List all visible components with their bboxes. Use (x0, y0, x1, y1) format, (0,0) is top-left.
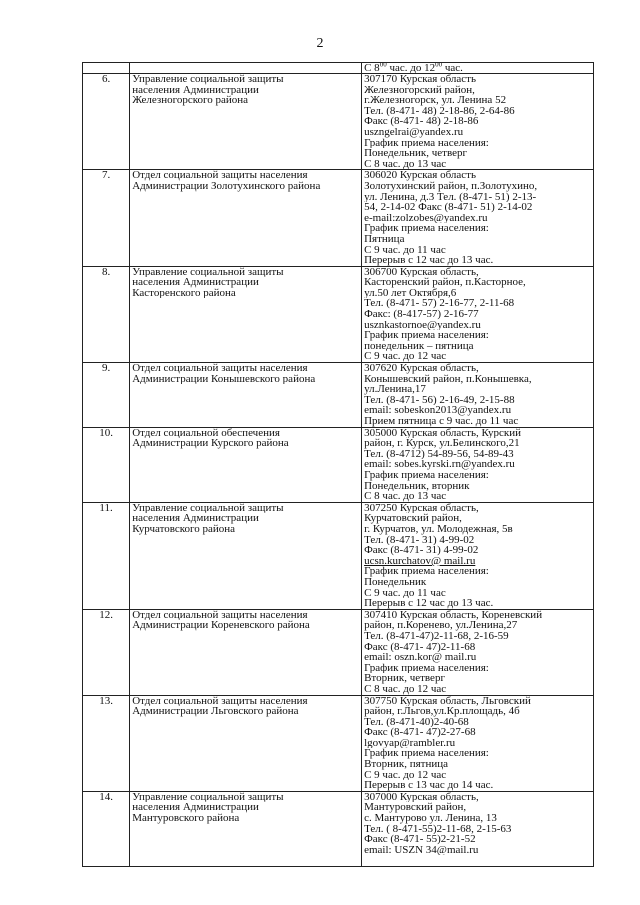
organization-cell (130, 74, 362, 170)
contact-line: Тел. (8-471-40)2-40-68 (364, 716, 469, 728)
contact-line: С 8 час. до 12 час (364, 683, 447, 695)
row-number: 14. (99, 790, 113, 803)
email-line: email: sobeskon2013@yandex.ru (364, 405, 512, 416)
organization-cell (130, 63, 362, 74)
contact-line: Тел. (8-4712) 54-89-56, 54-89-43 (364, 448, 514, 460)
organization-cell (130, 170, 362, 266)
email-line: email: USZN 34@mail.ru (364, 844, 479, 856)
organization-name-line: населения Администрации (132, 802, 259, 814)
organization-name-line: населения Администрации (132, 84, 259, 96)
organization-name-line: Администрации Кореневского района (132, 620, 310, 631)
organization-name-line: Управление социальной защиты (132, 266, 284, 278)
contact-line: С 9 час. до 11 час (364, 587, 446, 599)
contact-info-cell (362, 791, 594, 866)
row-number-cell (83, 609, 130, 695)
contact-line: 307410 Курская область, Кореневский (364, 609, 543, 621)
contact-line: С 9 час. до 12 час (364, 769, 447, 781)
contact-line: Тел. (8-471- 31) 4-99-02 (364, 534, 475, 546)
organization-name-line: Железногорского района (132, 95, 249, 106)
row-number-cell (83, 791, 130, 866)
row-number-cell (83, 427, 130, 502)
organization-name-line: Отдел социальной обеспечения (132, 427, 280, 439)
contact-line: Тел. ( 8-471-55)2-11-68, 2-15-63 (364, 823, 512, 835)
organization-name-line: Отдел социальной защиты населения (132, 695, 308, 707)
organization-name-line: Отдел социальной защиты населения (132, 609, 308, 621)
table-row (83, 609, 594, 695)
contact-info-cell (362, 695, 594, 791)
row-number: 10. (99, 426, 113, 439)
contact-line: С 9 час. до 11 час (364, 244, 446, 256)
contact-line: Тел. (8-471- 57) 2-16-77, 2-11-68 (364, 298, 515, 310)
contact-line: г.Железногорск, ул. Ленина 52 (364, 95, 507, 106)
contact-line: с. Мантурово ул. Ленина, 13 (364, 813, 497, 824)
organization-name-line: Отдел социальной защиты населения (132, 170, 308, 181)
contact-line: Факс (8-471- 48) 2-18-86 (364, 116, 479, 127)
email-line: email: oszn.kor@ mail.ru (364, 652, 477, 663)
contact-line: ул.Ленина,17 (364, 384, 426, 395)
table-row (83, 791, 594, 866)
schedule-line: С $8^{00}$ час. до $12^{00}$ час. (364, 63, 463, 73)
contact-line: район, г. Курск, ул.Белинского,21 (364, 438, 520, 449)
row-number-cell (83, 266, 130, 362)
contact-line: ул. Ленина, д.3 Тел. (8-471- 51) 2-13- (364, 191, 537, 203)
contact-line: Перерыв с 13 час до 14 час. (364, 780, 494, 791)
contact-line: 307000 Курская область, (364, 791, 479, 803)
contact-line: 306020 Курская область (364, 170, 477, 181)
row-number: 11. (99, 501, 113, 514)
organization-cell (130, 791, 362, 866)
organization-name-line: Администрации Золотухинского района (132, 180, 321, 192)
organization-name-line: Администрации Льговского района (132, 706, 299, 717)
contact-line: Пятница (364, 233, 405, 245)
contact-line: Тел. (8-471- 56) 2-16-49, 2-15-88 (364, 394, 515, 406)
contact-line: Золотухинский район, п.Золотухино, (364, 180, 538, 192)
row-number-cell (83, 363, 130, 428)
contact-line: Факс: (8-417-57) 2-16-77 (364, 309, 479, 320)
row-number: 8. (101, 265, 111, 278)
organization-cell (130, 363, 362, 428)
organization-name-line: Управление социальной защиты (132, 791, 284, 803)
organization-cell (130, 695, 362, 791)
email-line: lgovyap@rambler.ru (364, 737, 456, 749)
contact-line: С 8 час. до 13 час (364, 491, 447, 502)
organization-name-line: населения Администрации (132, 513, 259, 524)
contact-line: Прием пятница с 9 час. до 11 час (364, 416, 519, 427)
contact-line: График приема населения: (364, 566, 489, 577)
organization-cell (130, 609, 362, 695)
organization-cell (130, 502, 362, 609)
row-number: 13. (99, 694, 113, 707)
contact-line: 307250 Курская область, (364, 502, 479, 514)
contact-line: График приема населения: (364, 748, 489, 760)
contact-line: Факс (8-471- 31) 4-99-02 (364, 545, 479, 556)
contact-line: Факс (8-471- 47)2-27-68 (364, 727, 476, 738)
row-number: 7. (101, 169, 111, 182)
organization-name-line: Управление социальной защиты (132, 502, 284, 514)
contact-line: Мантуровский район, (364, 802, 467, 814)
page-number: 2 (316, 36, 324, 51)
row-number: 12. (99, 608, 113, 621)
email-line: uszngelrai@yandex.ru (364, 126, 464, 138)
contact-line: 307750 Курская область, Льговский (364, 695, 531, 707)
contact-info-cell (362, 363, 594, 428)
contacts-table (82, 62, 594, 867)
contact-info-cell (362, 170, 594, 266)
contact-line: район, г.Льгов,ул.Кр.площадь, 4б (364, 706, 520, 717)
contact-line: Курчатовский район, (364, 513, 462, 524)
contact-line: район, п.Коренево, ул.Ленина,27 (364, 620, 518, 631)
contact-line: Факс (8-471- 47)2-11-68 (364, 641, 476, 653)
contact-line: ул.50 лет Октября,6 (364, 287, 457, 299)
contact-line: График приема населения: (364, 662, 489, 674)
contact-line: График приема населения: (364, 137, 489, 149)
contact-line: Конышевский район, п.Конышевка, (364, 373, 532, 385)
contact-info-cell (362, 427, 594, 502)
contact-line: 307620 Курская область, (364, 363, 479, 374)
row-number-cell (83, 74, 130, 170)
contact-info-cell (362, 266, 594, 362)
organization-name-line: Управление социальной защиты (132, 74, 284, 85)
contact-info-cell (362, 502, 594, 609)
contact-line: График приема населения: (364, 469, 489, 481)
organization-name-line: Администрации Конышевского района (132, 373, 316, 385)
contact-line: Вторник, четверг (364, 673, 445, 684)
contact-info-cell (362, 63, 594, 74)
contact-line: График приема населения: (364, 330, 489, 341)
organization-name-line: Мантуровского района (132, 813, 240, 824)
table-row (83, 695, 594, 791)
contact-line: 305000 Курская область, Курский (364, 427, 522, 439)
contact-info-cell (362, 609, 594, 695)
table-row-continuation (83, 63, 594, 74)
row-number: 9. (101, 362, 111, 375)
row-number-cell (83, 170, 130, 266)
contact-line: 307170 Курская область (364, 74, 477, 85)
email-line: email: sobes.kyrski.rn@yandex.ru (364, 459, 515, 470)
row-number-cell (83, 63, 130, 74)
contact-line: Железногорский район, (364, 84, 475, 96)
organization-name-line: Отдел социальной защиты населения (132, 363, 308, 374)
organization-name-line: Курчатовского района (132, 523, 236, 535)
contact-line: понедельник – пятница (364, 340, 474, 352)
email-line: ucsn.kurchatov@ mail.ru (364, 555, 476, 567)
table-row (83, 502, 594, 609)
contact-line: Тел. (8-471-47)2-11-68, 2-16-59 (364, 630, 509, 642)
organization-name-line: Касторенского района (132, 287, 236, 299)
contact-line: Вторник, пятница (364, 759, 449, 770)
contact-info-cell (362, 74, 594, 170)
email-line: usznkastornoe@yandex.ru (364, 319, 481, 331)
contact-line: Перерыв с 12 час до 13 час. (364, 255, 494, 266)
email-line: e-mail:zolzobes@yandex.ru (364, 212, 488, 224)
table-row (83, 266, 594, 362)
organization-cell (130, 427, 362, 502)
row-number: 6. (101, 73, 111, 85)
organization-name-line: Администрации Курского района (132, 438, 289, 449)
table-row (83, 427, 594, 502)
organization-cell (130, 266, 362, 362)
contact-line: С 8 час. до 13 час (364, 158, 447, 170)
contact-line: Тел. (8-471- 48) 2-18-86, 2-64-86 (364, 105, 515, 117)
contact-line: 54, 2-14-02 Факс (8-471- 51) 2-14-02 (364, 202, 533, 213)
table-row (83, 363, 594, 428)
contact-line: Факс (8-471- 55)2-21-52 (364, 834, 476, 845)
contact-line: График приема населения: (364, 223, 489, 234)
contact-line: Перерыв с 12 час до 13 час. (364, 598, 494, 609)
contact-line: Касторенский район, п.Касторное, (364, 277, 526, 288)
organization-name-line: населения Администрации (132, 277, 259, 288)
contact-line: Понедельник (364, 576, 427, 588)
contact-line: г. Курчатов, ул. Молодежная, 5в (364, 523, 513, 535)
contact-line: Понедельник, четверг (364, 148, 468, 159)
contact-line: Понедельник, вторник (364, 480, 470, 492)
contact-line: 306700 Курская область, (364, 266, 479, 278)
table-row (83, 170, 594, 266)
contact-line: С 9 час. до 12 час (364, 351, 447, 363)
table-row (83, 74, 594, 170)
row-number-cell (83, 502, 130, 609)
row-number-cell (83, 695, 130, 791)
